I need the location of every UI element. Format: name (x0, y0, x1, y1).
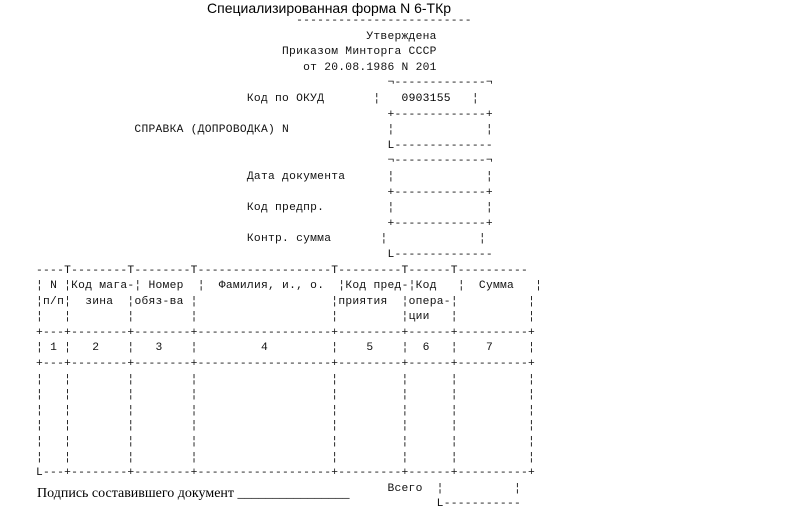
signature-label: Подпись составившего документ (37, 486, 235, 501)
doc-date-label: Дата документа (246, 170, 346, 183)
table-header-row-3: ¦ ¦ ¦ ¦ ¦ ¦ции ¦ ¦ (36, 311, 536, 324)
total-label: Всего (387, 482, 423, 495)
total-box-bottom: L----------- (36, 498, 522, 511)
code-box-bottom: L-------------- (36, 139, 493, 152)
table-bottom-border: L---+--------+--------+-------------------+---------+------+----------+ (36, 467, 536, 480)
table-header-separator: +---+--------+--------+-------------------+---------+------+----------+ (36, 326, 536, 339)
code-box-divider-1: +-------------+ (36, 108, 493, 121)
form-title: Специализированная форма N 6-ТКр (207, 0, 452, 16)
table-row: ¦ ¦ ¦ ¦ ¦ ¦ ¦ ¦ (36, 451, 536, 464)
control-sum-row: Контр. сумма ¦ ¦ (246, 233, 486, 246)
table-row: ¦ ¦ ¦ ¦ ¦ ¦ ¦ ¦ (36, 389, 536, 402)
table-row: ¦ ¦ ¦ ¦ ¦ ¦ ¦ ¦ (36, 436, 536, 449)
table-header-row-1: ¦ N ¦Код мага-¦ Номер ¦ Фамилия, и., о. ¦Код пред-¦Код ¦ Сумма ¦ (36, 280, 543, 293)
table-row: ¦ ¦ ¦ ¦ ¦ ¦ ¦ ¦ (36, 420, 536, 433)
enterprise-code-label: Код предпр. (246, 202, 325, 215)
table-header-row-2: ¦п/п¦ зина ¦обяз-ва ¦ ¦приятия ¦опера-¦ ¦ (36, 295, 536, 308)
date-box-divider: +-------------+ (36, 186, 493, 199)
table-top-border: ----T--------T--------T-------------------T---------T------T---------- (36, 264, 529, 277)
okud-label: Код по ОКУД (246, 92, 325, 105)
document-name-row: СПРАВКА (ДОПРОВОДКА) N ¦ ¦ (134, 124, 493, 137)
enterprise-code-row: Код предпр. ¦ ¦ (246, 202, 493, 215)
enterprise-box-divider: +-------------+ (36, 217, 493, 230)
approval-line-3: от 20.08.1986 N 201 (303, 61, 437, 74)
signature-line (37, 486, 350, 502)
table-column-numbers-row: ¦ 1 ¦ 2 ¦ 3 ¦ 4 ¦ 5 ¦ 6 ¦ 7 ¦ (36, 342, 536, 355)
approval-line-2: Приказом Минторга СССР (282, 46, 437, 59)
control-box-bottom: L-------------- (36, 248, 493, 261)
table-row: ¦ ¦ ¦ ¦ ¦ ¦ ¦ ¦ (36, 373, 536, 386)
code-box-top: ¬-------------¬ (36, 77, 493, 90)
approval-line-1: Утверждена (366, 30, 437, 43)
doc-date-row: Дата документа ¦ ¦ (246, 170, 493, 183)
date-box-top: ¬-------------¬ (36, 155, 493, 168)
header-rule: ------------------------- (36, 15, 472, 27)
table-numbers-separator: +---+--------+--------+-------------------+---------+------+----------+ (36, 358, 536, 371)
okud-value: 0903155 (401, 92, 451, 105)
total-row: Всего ¦ ¦ (387, 482, 522, 495)
document-name: СПРАВКА (ДОПРОВОДКА) N (134, 124, 290, 137)
table-row: ¦ ¦ ¦ ¦ ¦ ¦ ¦ ¦ (36, 404, 536, 417)
form-body (36, 14, 542, 513)
okud-row: Код по ОКУД ¦ 0903155 ¦ (246, 92, 479, 105)
signature-blank: ________________ (237, 486, 350, 501)
control-sum-label: Контр. сумма (246, 233, 332, 246)
